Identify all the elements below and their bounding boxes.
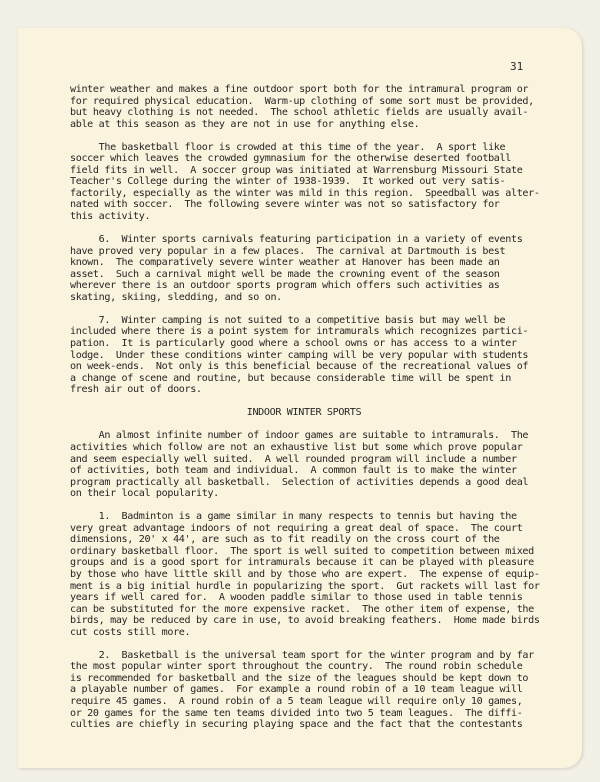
text-line: fresh air out of doors. — [70, 384, 202, 396]
text-line: 7. Winter camping is not suited to a competitive basis but may well be — [70, 314, 506, 326]
text-line: lodge. Under these conditions winter camping will be very popular with students — [70, 349, 529, 361]
text-line: winter weather and makes a fine outdoor sport both for the intramural program or — [70, 84, 529, 95]
paragraph — [70, 142, 538, 223]
text-line: a playable number of games. For example a round robin of a 10 team league will — [70, 684, 523, 696]
text-line: on their local popularity. — [70, 488, 219, 500]
text-line: wherever there is an outdoor sports program which offers such activities as — [70, 280, 500, 292]
paragraph — [70, 84, 538, 130]
text-line: on week-ends. Not only is this beneficial because of the recreational values of — [70, 361, 529, 373]
text-line: groups and is a good sport for intramurals because it can be played with pleasure — [70, 557, 534, 569]
paragraph — [70, 430, 538, 499]
text-line: 6. Winter sports carnivals featuring participation in a variety of events — [70, 234, 523, 246]
text-line: able at this season as they are not in use for anything else. — [70, 118, 420, 130]
text-line: can be substituted for the more expensive racket. The other item of expense, the — [70, 603, 534, 615]
text-line: asset. Such a carnival might well be made the crowning event of the season — [70, 268, 500, 280]
page-number: 31 — [510, 60, 524, 73]
text-line: skating, skiing, sledding, and so on. — [70, 291, 282, 303]
text-line: have proved very popular in a few places. The carnival at Dartmouth is best — [70, 245, 506, 257]
paragraphs-after-heading — [70, 430, 538, 730]
text-line: by those who have little skill and by those who are expert. The expense of equip- — [70, 568, 540, 580]
text-line: very great advantage indoors of not requiring a great deal of space. The court — [70, 522, 523, 534]
text-line: 1. Badminton is a game similar in many respects to tennis but having the — [70, 511, 517, 523]
text-line: culties are chiefly in securing playing space and the fact that the contestants — [70, 719, 523, 731]
text-line: dimensions, 20' x 44', are such as to fit readily on the cross court of the — [70, 534, 500, 546]
paragraph — [70, 511, 538, 638]
text-line: nated with soccer. The following severe winter was not so satisfactory for — [70, 199, 500, 211]
document-body — [70, 84, 538, 742]
text-line: Teacher's College during the winter of 1938-1939. It worked out very satis- — [70, 176, 506, 188]
text-line: this activity. — [70, 211, 151, 223]
text-line: of activities, both team and individual. A common fault is to make the winter — [70, 465, 517, 477]
paragraphs-before-heading — [70, 84, 538, 396]
text-line: but heavy clothing is not needed. The school athletic fields are usually avail- — [70, 107, 529, 119]
text-line: cut costs still more. — [70, 626, 191, 638]
text-line: included where there is a point system for intramurals which recognizes partici- — [70, 326, 529, 338]
text-line: An almost infinite number of indoor games are suitable to intramurals. The — [70, 430, 529, 442]
text-line: birds, may be reduced by care in use, to avoid breaking feathers. Home made birds — [70, 615, 540, 627]
text-line: known. The comparatively severe winter weather at Hanover has been made an — [70, 257, 500, 269]
text-line: the most popular winter sport throughout the country. The round robin schedule — [70, 661, 523, 673]
section-heading: INDOOR WINTER SPORTS — [246, 407, 362, 419]
text-line: require 45 games. A round robin of a 5 team league will require only 10 games, — [70, 695, 523, 707]
paragraph — [70, 650, 538, 731]
text-line: factorily, especially as the winter was mild in this region. Speedball was alter- — [70, 187, 540, 199]
text-line: ment is a big initial hurdle in popularizing the sport. Gut rackets will last for — [70, 580, 540, 592]
text-line: program practically all basketball. Selection of activities depends a good deal — [70, 476, 529, 488]
text-line: ordinary basketball floor. The sport is well suited to competition between mixed — [70, 545, 534, 557]
text-line: and seem especially well suited. A well rounded program will include a number — [70, 453, 517, 465]
text-line: is recommended for basketball and the size of the leagues should be kept down to — [70, 672, 529, 684]
text-line: a change of scene and routine, but because considerable time will be spent in — [70, 372, 511, 384]
text-line: or 20 games for the same ten teams divided into two 5 team leagues. The diffi- — [70, 707, 523, 719]
text-line: years if well cared for. A wooden paddle similar to those used in table tennis — [70, 592, 523, 604]
text-line: 2. Basketball is the universal team sport for the winter program and by far — [70, 649, 534, 661]
text-line: field fits in well. A soccer group was initiated at Warrensburg Missouri State — [70, 164, 523, 176]
text-line: for required physical education. Warm-up clothing of some sort must be provided, — [70, 95, 534, 107]
text-line: activities which follow are not an exhaustive list but some which prove popular — [70, 441, 523, 453]
text-line: The basketball floor is crowded at this time of the year. A sport like — [70, 141, 506, 153]
paragraph — [70, 234, 538, 303]
paragraph — [70, 315, 538, 396]
text-line: soccer which leaves the crowded gymnasium for the otherwise deserted football — [70, 153, 511, 165]
text-line: pation. It is particularly good where a school owns or has access to a winter — [70, 338, 517, 350]
